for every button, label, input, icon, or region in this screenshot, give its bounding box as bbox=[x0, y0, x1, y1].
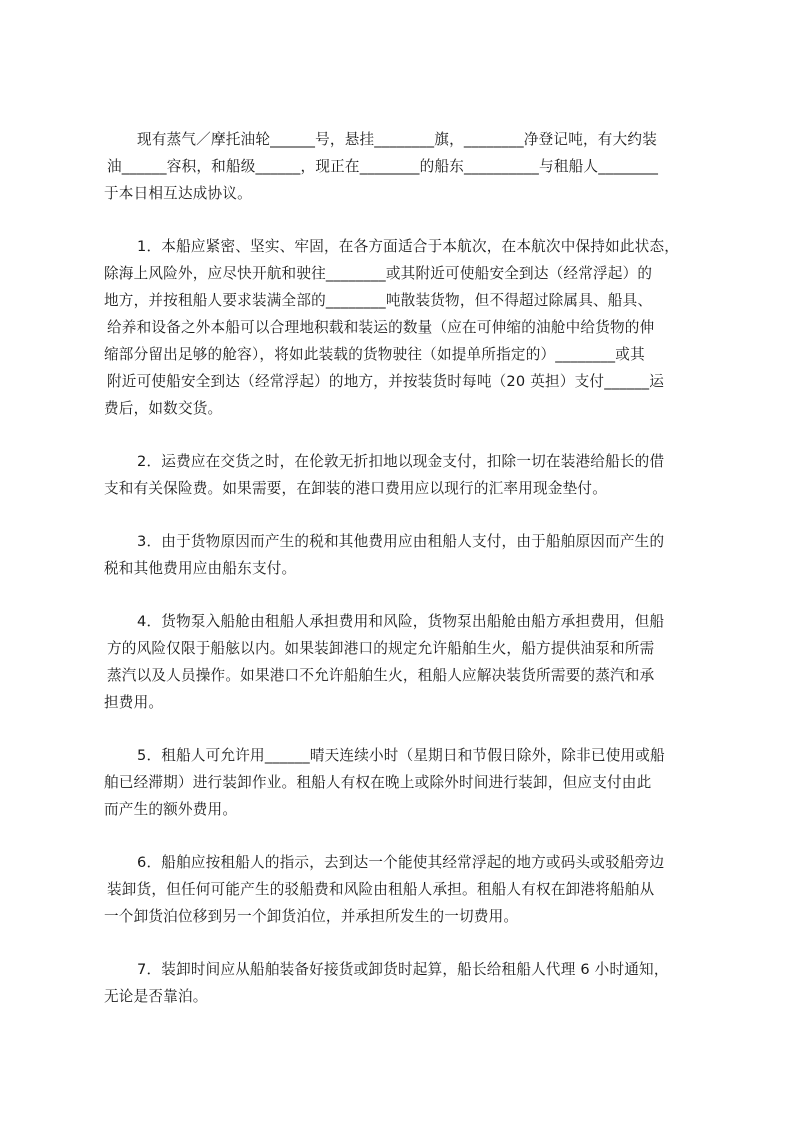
text-line: 装卸货，但任何可能产生的驳船费和风险由租船人承担。租船人有权在卸港将船舶从 bbox=[107, 881, 655, 898]
text-line: 地方，并按租船人要求装满全部的________吨散装货物，但不得超过除属具、船具、 bbox=[104, 292, 653, 309]
text-line: 5．租船人可允许用______晴天连续小时（星期日和节假日除外，除非已使用或船 bbox=[137, 747, 665, 764]
text-line: 1．本船应紧密、坚实、牢固，在各方面适合于本航次，在本航次中保持如此状态， bbox=[137, 238, 680, 255]
text-line: 舶已经滞期）进行装卸作业。租船人有权在晚上或除外时间进行装卸，但应支付由此 bbox=[104, 774, 652, 791]
text-line: 于本日相互达成协议。 bbox=[104, 185, 252, 202]
text-line: 2．运费应在交货之时，在伦敦无折扣地以现金支付，扣除一切在装港给船长的借 bbox=[137, 453, 665, 470]
text-line: 一个卸货泊位移到另一个卸货泊位，并承担所发生的一切费用。 bbox=[104, 908, 519, 925]
text-line: 4．货物泵入船舱由租船人承担费用和风险，货物泵出船舱由船方承担费用，但船 bbox=[137, 613, 665, 630]
text-line: 税和其他费用应由船东支付。 bbox=[104, 560, 297, 577]
text-line: 除海上风险外，应尽快开航和驶往________或其附近可使船安全到达（经常浮起）的 bbox=[104, 265, 653, 282]
text-line: 担费用。 bbox=[104, 694, 164, 711]
text-line: 7．装卸时间应从船舶装备好接货或卸货时起算，船长给租船人代理 6 小时通知， bbox=[137, 961, 669, 978]
text-line: 6．船舶应按租船人的指示，去到达一个能使其经常浮起的地方或码头或驳船旁边 bbox=[137, 854, 665, 871]
text-line: 费后，如数交货。 bbox=[104, 400, 223, 417]
text-line: 附近可使船安全到达（经常浮起）的地方，并按装货时每吨（20 英担）支付______运 bbox=[107, 373, 664, 390]
text-line: 3．由于货物原因而产生的税和其他费用应由租船人支付，由于船舶原因而产生的 bbox=[137, 533, 665, 550]
text-line: 蒸汽以及人员操作。如果港口不允许船舶生火，租船人应解决装货所需要的蒸汽和承 bbox=[107, 667, 655, 684]
text-line: 给养和设备之外本船可以合理地积载和装运的数量（应在可伸缩的油舱中给货物的伸 bbox=[107, 319, 655, 336]
text-line: 而产生的额外费用。 bbox=[104, 801, 238, 818]
text-line: 无论是否靠泊。 bbox=[104, 988, 208, 1005]
text-line: 方的风险仅限于船舷以内。如果装卸港口的规定允许船舶生火，船方提供油泵和所需 bbox=[107, 640, 655, 657]
text-line: 现有蒸气／摩托油轮______号，悬挂________旗，________净登记吨，有大约装 bbox=[137, 131, 657, 148]
text-line: 缩部分留出足够的舱容），将如此装载的货物驶往（如提单所指定的）________或其 bbox=[104, 346, 645, 363]
text-line: 油______容积，和船级______，现正在________的船东__________与租船人________ bbox=[107, 158, 659, 175]
text-line: 支和有关保险费。如果需要，在卸装的港口费用应以现行的汇率用现金垫付。 bbox=[104, 480, 607, 497]
